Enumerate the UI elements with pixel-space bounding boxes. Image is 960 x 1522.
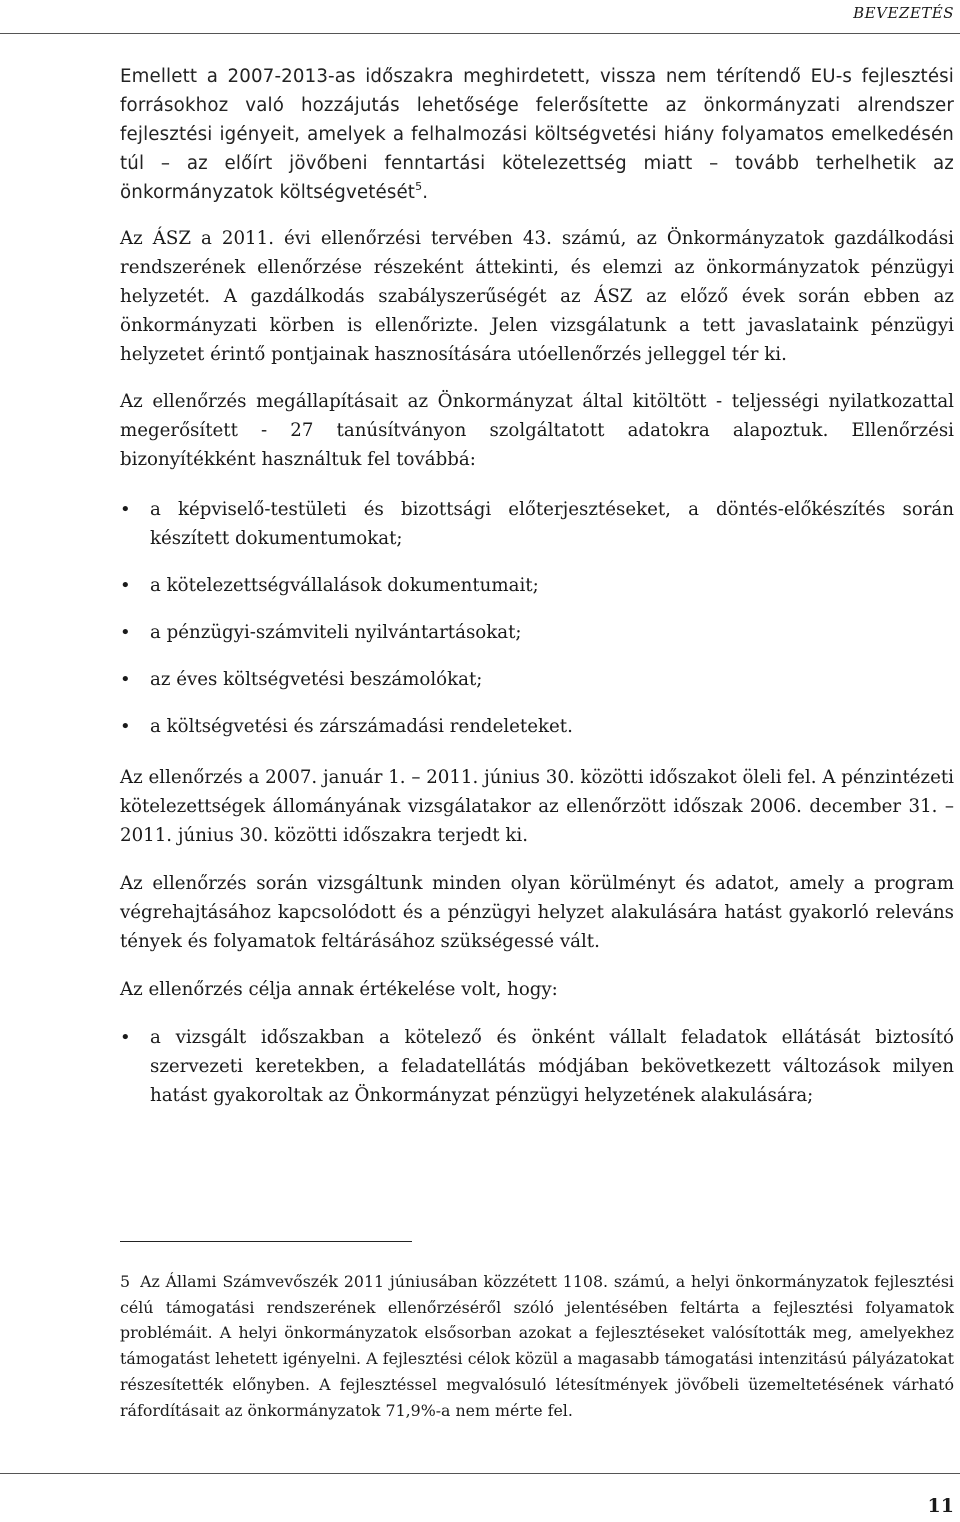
paragraph-audit-goal: Az ellenőrzés célja annak értékelése volt, hogy: <box>120 979 558 1000</box>
bullet-icon: • <box>120 499 131 520</box>
footnote-text: Az Állami Számvevőszék 2011 júniusában közzétett 1108. számú, a helyi önkormányzatok fejlesztési célú támogatási rendszerének ellenőrzéséről szóló jelentésében feltárta a fejlesztési folyamatok problémáit. A helyi önkormányzatok elsősorban azokat a fejlesztéseket valósították meg, amelyekhez támogatást lehetett igényelni. A fejlesztési célok közül a magasabb támogatási intenzitású pályázatokat részesítették előnyben. A fejlesztéssel megvalósuló létesítmények jövőbeli üzemeltetésének várható ráfordításait az önkormányzatok 71,9%-a nem mérte fel. <box>120 1272 954 1420</box>
footnote-number: 5 <box>120 1272 131 1291</box>
paragraph-audit-scope: Az ellenőrzés során vizsgáltunk minden olyan körülményt és adatot, amely a program végrehajtásához kapcsolódott és a pénzügyi helyzet alakulására hatást gyakorló releváns tények és folyamatok feltárásához szükségessé vált. <box>120 873 954 952</box>
paragraph-audit-period: Az ellenőrzés a 2007. január 1. – 2011. június 30. közötti időszakot öleli fel. A pénzintézeti kötelezettségek állományának vizsgálatakor az ellenőrzött időszak 2006. december 31. – 2011. június 30. közötti időszakra terjedt ki. <box>120 767 954 846</box>
footnote <box>120 1269 954 1423</box>
paragraph-asz-plan: Az ÁSZ a 2011. évi ellenőrzési tervében 43. számú, az Önkormányzatok gazdálkodási rendszerének ellenőrzése részeként áttekinti, és elemzi az önkormányzatok pénzügyi helyzetét. A gazdálkodás szabályszerűségét az ÁSZ az előző évek során ebben az önkormányzati körben is ellenőrizte. Jelen vizsgálatunk a tett javaslataink pénzügyi helyzetet érintő pontjainak hasznosítására utóellenőrzés jelleggel tér ki. <box>120 228 954 365</box>
list-item <box>120 1023 954 1110</box>
main-content <box>120 62 954 1110</box>
list-item <box>120 571 954 600</box>
list-item <box>120 618 954 647</box>
list-item <box>120 495 954 553</box>
footnote-reference[interactable]: 5 <box>415 180 423 193</box>
list-item-text: a vizsgált időszakban a kötelező és önként vállalt feladatok ellátását biztosító szervezeti keretekben, a feladatellátás módjában bekövetkezett változások milyen hatást gyakoroltak az Önkormányzat pénzügyi helyzetének alakulására; <box>150 1027 954 1106</box>
paragraph-eu-funding-text: Emellett a 2007-2013-as időszakra meghirdetett, vissza nem térítendő EU-s fejlesztési forrásokhoz való hozzájutás lehetősége felerősítette az önkormányzati alrendszer fejlesztési igényeit, amelyek a felhalmozási költségvetési hiány folyamatos emelkedésén túl – az előírt jövőbeni fenntartási kötelezettség miatt – tovább terhelhetik az önkormányzatok költségvetését <box>120 66 954 203</box>
list-item <box>120 665 954 694</box>
evidence-list <box>120 495 954 741</box>
footer-divider <box>0 1473 960 1474</box>
list-item-text: a pénzügyi-számviteli nyilvántartásokat; <box>150 622 522 643</box>
bullet-icon: • <box>120 1027 131 1048</box>
bullet-icon: • <box>120 669 131 690</box>
paragraph-end: . <box>422 182 429 203</box>
list-item <box>120 712 954 741</box>
list-item-text: a költségvetési és zárszámadási rendeleteket. <box>150 716 573 737</box>
list-item-text: az éves költségvetési beszámolókat; <box>150 669 483 690</box>
page-header <box>0 0 960 34</box>
footnote-divider <box>120 1241 412 1242</box>
paragraph-audit-basis: Az ellenőrzés megállapításait az Önkormányzat által kitöltött - teljességi nyilatkozattal megerősített - 27 tanúsítványon szolgáltatott adatokra alapoztuk. Ellenőrzési bizonyítékként használtuk fel továbbá: <box>120 391 954 470</box>
bullet-icon: • <box>120 716 131 737</box>
section-title: BEVEZETÉS <box>853 4 954 22</box>
bullet-icon: • <box>120 575 131 596</box>
goal-list <box>120 1023 954 1110</box>
bullet-icon: • <box>120 622 131 643</box>
list-item-text: a kötelezettségvállalások dokumentumait; <box>150 575 539 596</box>
paragraph-eu-funding <box>120 62 954 207</box>
list-item-text: a képviselő-testületi és bizottsági előterjesztéseket, a döntés-előkészítés során készített dokumentumokat; <box>150 499 954 549</box>
page-number: 11 <box>927 1495 954 1517</box>
